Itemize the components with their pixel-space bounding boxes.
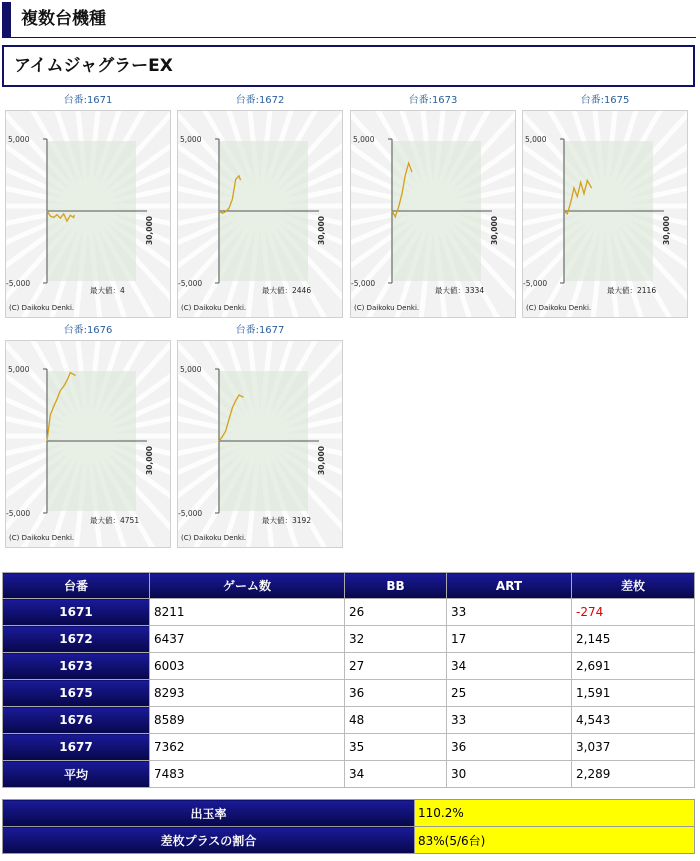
- max-value-label: 最大値：2446: [262, 286, 312, 295]
- col-header-games: ゲーム数: [150, 573, 345, 599]
- slump-chart-svg: [6, 111, 170, 317]
- games-cell: 6437: [150, 626, 345, 653]
- copyright-label: (C) Daikoku Denki.: [9, 304, 75, 312]
- y-top-tick-label: 5,000: [353, 135, 375, 144]
- diff-cell: 3,037: [572, 734, 695, 761]
- art-cell: 33: [447, 707, 572, 734]
- sunburst-background: [178, 111, 342, 317]
- slump-chart: [522, 110, 688, 318]
- diff-cell: 2,145: [572, 626, 695, 653]
- games-cell: 8211: [150, 599, 345, 626]
- slump-chart: [5, 340, 171, 548]
- sunburst-background: [6, 341, 170, 547]
- art-cell: 36: [447, 734, 572, 761]
- y-top-tick-label: 5,000: [8, 135, 30, 144]
- machine-number-label: 台番:1673: [408, 95, 458, 106]
- y-top-tick-label: 5,000: [8, 365, 30, 374]
- machine-chart-cell: [177, 94, 343, 318]
- y-top-tick-label: 5,000: [180, 365, 202, 374]
- machine-number-label: 台番:1672: [235, 95, 285, 106]
- games-cell: 6003: [150, 653, 345, 680]
- payout-label: 出玉率: [3, 800, 415, 827]
- sunburst-background: [178, 341, 342, 547]
- bb-cell: 27: [345, 653, 447, 680]
- diff-cell: 2,289: [572, 761, 695, 788]
- machine-chart-cell: [177, 324, 343, 548]
- copyright-label: (C) Daikoku Denki.: [354, 304, 420, 312]
- y-bottom-tick-label: -5,000: [523, 279, 548, 288]
- slump-chart: [177, 110, 343, 318]
- table-row: [3, 761, 695, 788]
- max-value-label: 最大値：2116: [607, 286, 657, 295]
- y-bottom-tick-label: -5,000: [6, 509, 31, 518]
- machine-number-label: 台番:1676: [63, 325, 113, 336]
- x-end-tick-label: 30,000: [490, 216, 499, 245]
- summary-table: [2, 799, 695, 854]
- table-row: [3, 707, 695, 734]
- diff-cell: 2,691: [572, 653, 695, 680]
- sunburst-background: [523, 111, 687, 317]
- plus-ratio-value: 83%(5/6台): [415, 827, 695, 854]
- y-top-tick-label: 5,000: [525, 135, 547, 144]
- sunburst-background: [6, 111, 170, 317]
- summary-row-payout: [3, 800, 695, 827]
- table-row: [3, 599, 695, 626]
- machine-number-label: 台番:1671: [63, 95, 113, 106]
- slump-chart: [350, 110, 516, 318]
- y-bottom-tick-label: -5,000: [351, 279, 376, 288]
- x-end-tick-label: 30,000: [662, 216, 671, 245]
- copyright-label: (C) Daikoku Denki.: [181, 534, 247, 542]
- diff-cell: 1,591: [572, 680, 695, 707]
- max-value-label: 最大値：4751: [90, 516, 140, 525]
- machine-chart-cell: [522, 94, 688, 318]
- max-value-label: 最大値：3334: [435, 286, 485, 295]
- table-header-row: [3, 573, 695, 599]
- slump-chart-svg: [178, 111, 342, 317]
- slump-chart: [5, 110, 171, 318]
- machine-id-cell: 1676: [3, 707, 150, 734]
- col-header-machine: 台番: [3, 573, 150, 599]
- diff-cell: 4,543: [572, 707, 695, 734]
- machine-chart-cell: [350, 94, 516, 318]
- machine-id-cell: 1673: [3, 653, 150, 680]
- x-end-tick-label: 30,000: [145, 216, 154, 245]
- bb-cell: 34: [345, 761, 447, 788]
- machine-id-cell: 平均: [3, 761, 150, 788]
- section-title: 複数台機種: [2, 2, 696, 38]
- max-value-label: 最大値：3192: [262, 516, 312, 525]
- machine-id-cell: 1671: [3, 599, 150, 626]
- model-title: アイムジャグラーEX: [2, 45, 695, 87]
- y-bottom-tick-label: -5,000: [178, 279, 203, 288]
- col-header-diff: 差枚: [572, 573, 695, 599]
- col-header-art: ART: [447, 573, 572, 599]
- y-top-tick-label: 5,000: [180, 135, 202, 144]
- machine-number-label: 台番:1677: [235, 325, 285, 336]
- table-row: [3, 680, 695, 707]
- results-table: [2, 572, 695, 788]
- machine-id-cell: 1672: [3, 626, 150, 653]
- slump-chart-svg: [523, 111, 687, 317]
- machine-id-cell: 1675: [3, 680, 150, 707]
- diff-cell: -274: [572, 599, 695, 626]
- copyright-label: (C) Daikoku Denki.: [181, 304, 247, 312]
- art-cell: 30: [447, 761, 572, 788]
- payout-value: 110.2%: [415, 800, 695, 827]
- games-cell: 7362: [150, 734, 345, 761]
- slump-chart: [177, 340, 343, 548]
- y-bottom-tick-label: -5,000: [178, 509, 203, 518]
- games-cell: 8589: [150, 707, 345, 734]
- table-row: [3, 653, 695, 680]
- slump-chart-svg: [6, 341, 170, 547]
- sunburst-background: [351, 111, 515, 317]
- bb-cell: 36: [345, 680, 447, 707]
- copyright-label: (C) Daikoku Denki.: [9, 534, 75, 542]
- x-end-tick-label: 30,000: [145, 446, 154, 475]
- plus-ratio-label: 差枚プラスの割合: [3, 827, 415, 854]
- y-bottom-tick-label: -5,000: [6, 279, 31, 288]
- max-value-label: 最大値：4: [90, 286, 125, 295]
- games-cell: 8293: [150, 680, 345, 707]
- art-cell: 25: [447, 680, 572, 707]
- art-cell: 33: [447, 599, 572, 626]
- art-cell: 17: [447, 626, 572, 653]
- machine-number-label: 台番:1675: [580, 95, 630, 106]
- x-end-tick-label: 30,000: [317, 216, 326, 245]
- copyright-label: (C) Daikoku Denki.: [526, 304, 592, 312]
- x-end-tick-label: 30,000: [317, 446, 326, 475]
- art-cell: 34: [447, 653, 572, 680]
- slump-chart-svg: [351, 111, 515, 317]
- col-header-bb: BB: [345, 573, 447, 599]
- slump-chart-svg: [178, 341, 342, 547]
- bb-cell: 48: [345, 707, 447, 734]
- bb-cell: 35: [345, 734, 447, 761]
- table-row: [3, 734, 695, 761]
- table-row: [3, 626, 695, 653]
- bb-cell: 26: [345, 599, 447, 626]
- machine-chart-cell: [5, 324, 171, 548]
- machine-chart-cell: [5, 94, 171, 318]
- machine-id-cell: 1677: [3, 734, 150, 761]
- games-cell: 7483: [150, 761, 345, 788]
- summary-row-plus-ratio: [3, 827, 695, 854]
- bb-cell: 32: [345, 626, 447, 653]
